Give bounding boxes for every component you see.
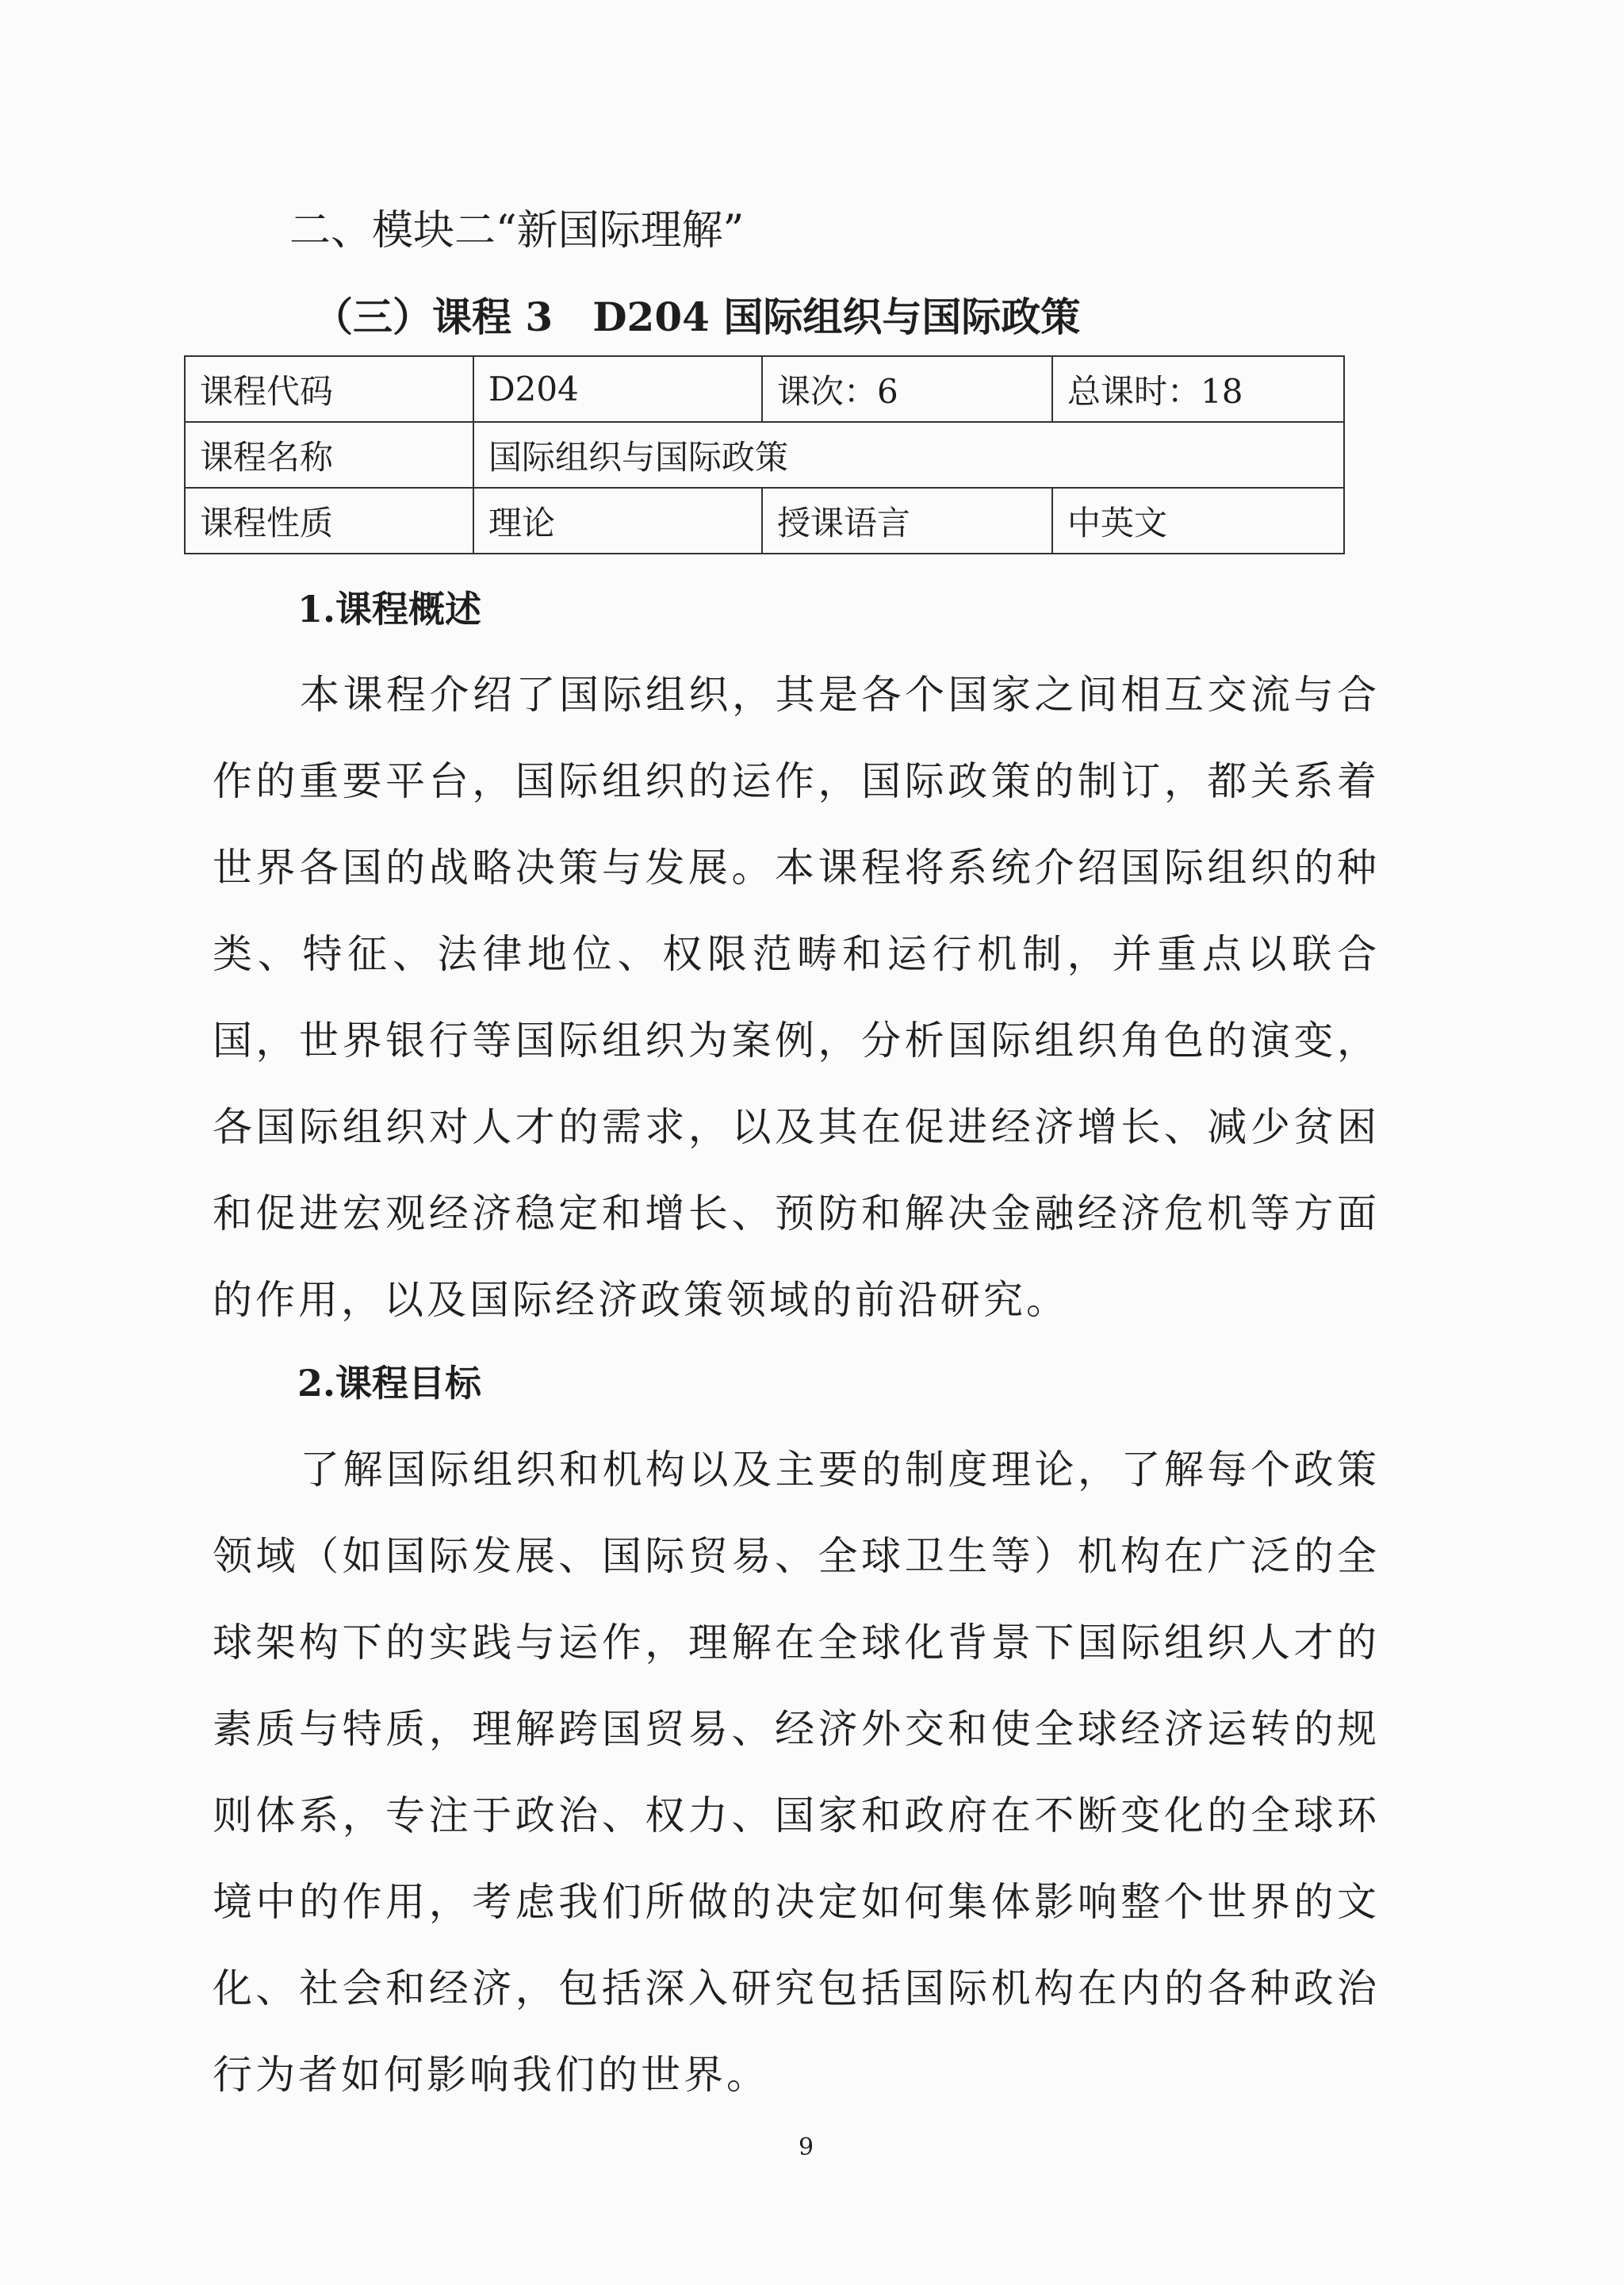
module-heading: 二、模块二“新国际理解”: [289, 207, 745, 255]
course-name-label: 课程名称: [185, 422, 473, 488]
course-code-label: 课程代码: [185, 356, 473, 422]
table-row: [185, 422, 1344, 488]
teaching-language-value: 中英文: [1052, 488, 1344, 554]
course-sessions: 课次：6: [762, 356, 1052, 422]
teaching-language-label: 授课语言: [762, 488, 1052, 554]
course-total-hours: 总课时：18: [1052, 356, 1344, 422]
table-row: [185, 488, 1344, 554]
course-overview-paragraph: 本课程介绍了国际组织，其是各个国家之间相互交流与合作的重要平台，国际组织的运作，国际政策的制订，都关系着世界各国的战略决策与发展。本课程将系统介绍国际组织的种类、特征、法律地位、权限范畴和运行机制，并重点以联合国，世界银行等国际组织为案例，分析国际组织角色的演变，各国际组织对人才的需求，以及其在促进经济增长、减少贫困和促进宏观经济稳定和增长、预防和解决金融经济危机等方面的作用，以及国际经济政策领域的前沿研究。: [213, 672, 1380, 1323]
course-nature-label: 课程性质: [185, 488, 473, 554]
course-name-value: 国际组织与国际政策: [473, 422, 1344, 488]
table-row: [185, 356, 1344, 422]
course-info-table: [184, 355, 1345, 554]
course-nature-value: 理论: [473, 488, 762, 554]
course-objectives-paragraph: 了解国际组织和机构以及主要的制度理论，了解每个政策领域（如国际发展、国际贸易、全球卫生等）机构在广泛的全球架构下的实践与运作，理解在全球化背景下国际组织人才的素质与特质，理解跨国贸易、经济外交和使全球经济运转的规则体系，专注于政治、权力、国家和政府在不断变化的全球环境中的作用，考虑我们所做的决定如何集体影响整个世界的文化、社会和经济，包括深入研究包括国际机构在内的各种政治行为者如何影响我们的世界。: [213, 1447, 1380, 2098]
page-number: 9: [799, 2134, 814, 2161]
section-heading-overview: 1.课程概述: [297, 588, 482, 631]
course-code-value: D204: [473, 356, 762, 422]
course-heading: （三）课程 3 D204 国际组织与国际政策: [313, 293, 1081, 340]
section-heading-objectives: 2.课程目标: [297, 1362, 482, 1405]
